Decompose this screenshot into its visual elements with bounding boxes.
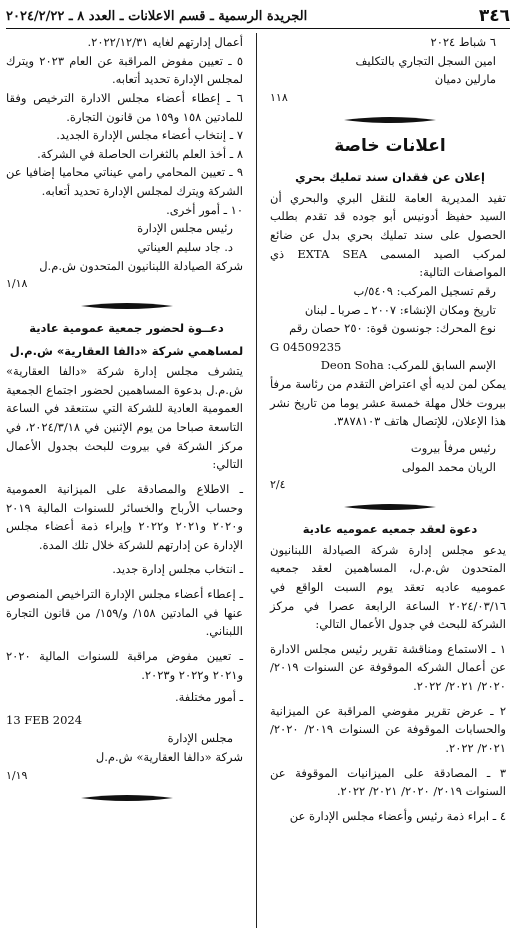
ad-body: يدعو مجلس إدارة شركة الصيادلة اللبنانيون المتحدون ش.م.ل، المساهمين لعقد جمعيه عموميه عاديه تعقد يوم السبت الواقع في ٢٠٢٤/٠٣/١٦ الساعة الرابعة عصرا في مركز الشركة للبحث في جدول الأعمال التالي:	[270, 542, 506, 632]
right-column	[270, 33, 510, 825]
ad-body: يتشرف مجلس إدارة شركة «دالفا العقارية» ش.م.ل بدعوة المساهمين لحضور اجتماع الجمعية العمومية العادية للشركة التي ستنعقد في الساعة التاسعة صباحا من يوم الإثنين في ٢٠٢٤/٣/١٨، في مركز الشركة في بيروت للبحث بجدول الأعمال التالي:	[6, 364, 244, 472]
page-number: ٣٤٦	[478, 6, 510, 27]
ad-title: دعــوة لحضور جمعية عمومية عادية	[29, 320, 224, 335]
agenda-item: ـ إعطاء أعضاء مجلس الإدارة التراخيص المنصوص عنها في المادتين ١٥٨/ و/١٥٩/ من قانون التجارة اللبناني.	[6, 587, 243, 639]
agenda-continuation: أعمال إدارتهم لغايه ٢٠٢٢/١٢/٣١.	[87, 35, 243, 49]
agenda-item: ـ الاطلاع والمصادقة على الميزانية العمومية وحساب الأرباح والخسائر للسنوات المالية ٢٠١٩ و٢٠٢٠ و٢٠٢١ و٢٠٢٢ وإبراء ذمة أعضاء مجلس الإدارة عن إدارتهم للشركة خلال تلك المدة.	[6, 481, 243, 552]
section-title: اعلانات خاصة	[334, 135, 446, 156]
spec-line: تاريخ ومكان الإنشاء: ٢٠٠٧ ـ صربا ـ لبنان	[304, 302, 496, 317]
reference-number: ١١٨	[270, 90, 288, 104]
ornament-divider	[344, 502, 436, 512]
notice-date: ٦ شباط ٢٠٢٤	[430, 35, 496, 49]
agenda-item: ٦ ـ إعطاء أعضاء مجلس الادارة الترخيص وفقا للمادتين ١٥٨ و١٥٩ من قانون التجارة.	[6, 90, 243, 124]
ornament-divider	[81, 793, 173, 803]
agenda-item: ٨ ـ أخذ العلم بالثغرات الحاصلة في الشركة.	[37, 146, 243, 161]
reference-number: ١/١٩	[6, 768, 28, 782]
signature-name: د. جاد سليم العيناتي	[137, 239, 233, 254]
objection-note: يمكن لمن لديه أي اعتراض التقدم من رئاسة مرفأ بيروت خلال مهلة خمسة عشر يوما من تاريخ نشر هذا الإعلان، للإتصال هاتف ٣٨٧٨١٠٣.	[270, 377, 506, 429]
ornament-divider	[81, 301, 173, 311]
signature-company: شركة الصيادلة اللبنانيون المتحدون ش.م.ل	[39, 258, 243, 273]
signature-title: رئيس مرفأ بيروت	[410, 440, 496, 455]
spec-line: رقم تسجيل المركب: ٥٤٠٩/ب	[353, 283, 496, 298]
agenda-item: ٣ ـ المصادقة على الميزانيات الموقوفة عن السنوات ٢٠١٩/ ٢٠٢٠/ ٢٠٢١/ ٢٠٢٢.	[270, 765, 506, 799]
agenda-item: ـ تعيين مفوض مراقبة للسنوات المالية ٢٠٢٠ و٢٠٢١ و٢٠٢٢ و٢٠٢٣.	[6, 648, 243, 682]
ad-body: تفيد المديرية العامة للنقل البري والبحري أن السيد حفيظ أدونيس أبو جوده قد تقدم بطلب الحصول على سند تمليك بحري بدل عن ضائع لمركب الصيد المسمى EXTA SEA ذي المواصفات التالية:	[270, 190, 507, 280]
agenda-item: ـ أمور مختلفة.	[174, 690, 243, 705]
page-header	[6, 6, 510, 29]
agenda-item: ١ ـ الاستماع ومناقشة تقرير رئيس مجلس الادارة عن أعمال الشركه الموقوفة عن السنوات ٢٠١٩/ ٢٠٢٠/ ٢٠٢١/ ٢٠٢٢.	[270, 641, 506, 694]
signature-name: الريان محمد المولى	[401, 459, 496, 474]
signature-title: مجلس الإدارة	[167, 731, 233, 746]
agenda-item: ٥ ـ تعيين مفوض المراقبة عن العام ٢٠٢٣ ويترك لمجلس الإدارة تحديد أتعابه.	[6, 53, 243, 87]
ad-title: إعلان عن فقدان سند تمليك بحري	[295, 170, 485, 185]
ornament-divider	[344, 115, 436, 125]
ad-date: 13 FEB 2024	[6, 712, 83, 727]
left-column	[6, 33, 247, 811]
former-name: الإسم السابق للمركب: Deon Soha	[320, 358, 496, 373]
ad-subtitle: لمساهمي شركة «دالفا العقارية» ش.م.ل	[9, 343, 244, 358]
signature-company: شركة «دالفا العقارية» ش.م.ل	[95, 750, 243, 765]
journal-title: الجريدة الرسمية ـ قسم الاعلانات ـ العدد ٨ ـ ٢٠٢٤/٢/٢٢	[6, 9, 308, 25]
prior-notice-ending	[270, 33, 510, 89]
agenda-item: ١٠ ـ أمور أخرى.	[166, 202, 243, 217]
notice-signer-title: امين السجل التجاري بالتكليف	[355, 53, 496, 68]
column-divider	[256, 33, 257, 928]
reference-number: ٢/٤	[270, 478, 286, 492]
signature-title: رئيس مجلس الإدارة	[137, 221, 233, 236]
agenda-item: ٩ ـ تعيين المحامي رامي عيناتي محاميا إضافيا عن الشركة ويترك لمجلس الإدارة تحديد أتعابه.	[6, 165, 243, 198]
reference-number: ١/١٨	[6, 277, 28, 291]
spec-line: نوع المحرك: جونسون قوة: ٢٥٠ حصان رقم	[289, 321, 496, 336]
ad-title: دعوة لعقد جمعيه عموميه عادية	[302, 522, 478, 537]
agenda-item: ٧ ـ إنتخاب أعضاء مجلس الإدارة الجديد.	[56, 128, 243, 143]
engine-number: G 04509235	[270, 339, 342, 354]
agenda-item: ـ انتخاب مجلس إدارة جديد.	[112, 562, 243, 577]
notice-signer-name: مارلين دميان	[434, 72, 496, 87]
agenda-item: ٢ ـ عرض تقرير مفوضي المراقبة عن الميزانية والحسابات الموقوفة عن السنوات ٢٠١٩/ ٢٠٢٠/ ٢٠٢١/ ٢٠٢٢.	[270, 703, 506, 755]
agenda-item: ٤ ـ ابراء ذمة رئيس وأعضاء مجلس الإدارة عن	[289, 808, 506, 823]
